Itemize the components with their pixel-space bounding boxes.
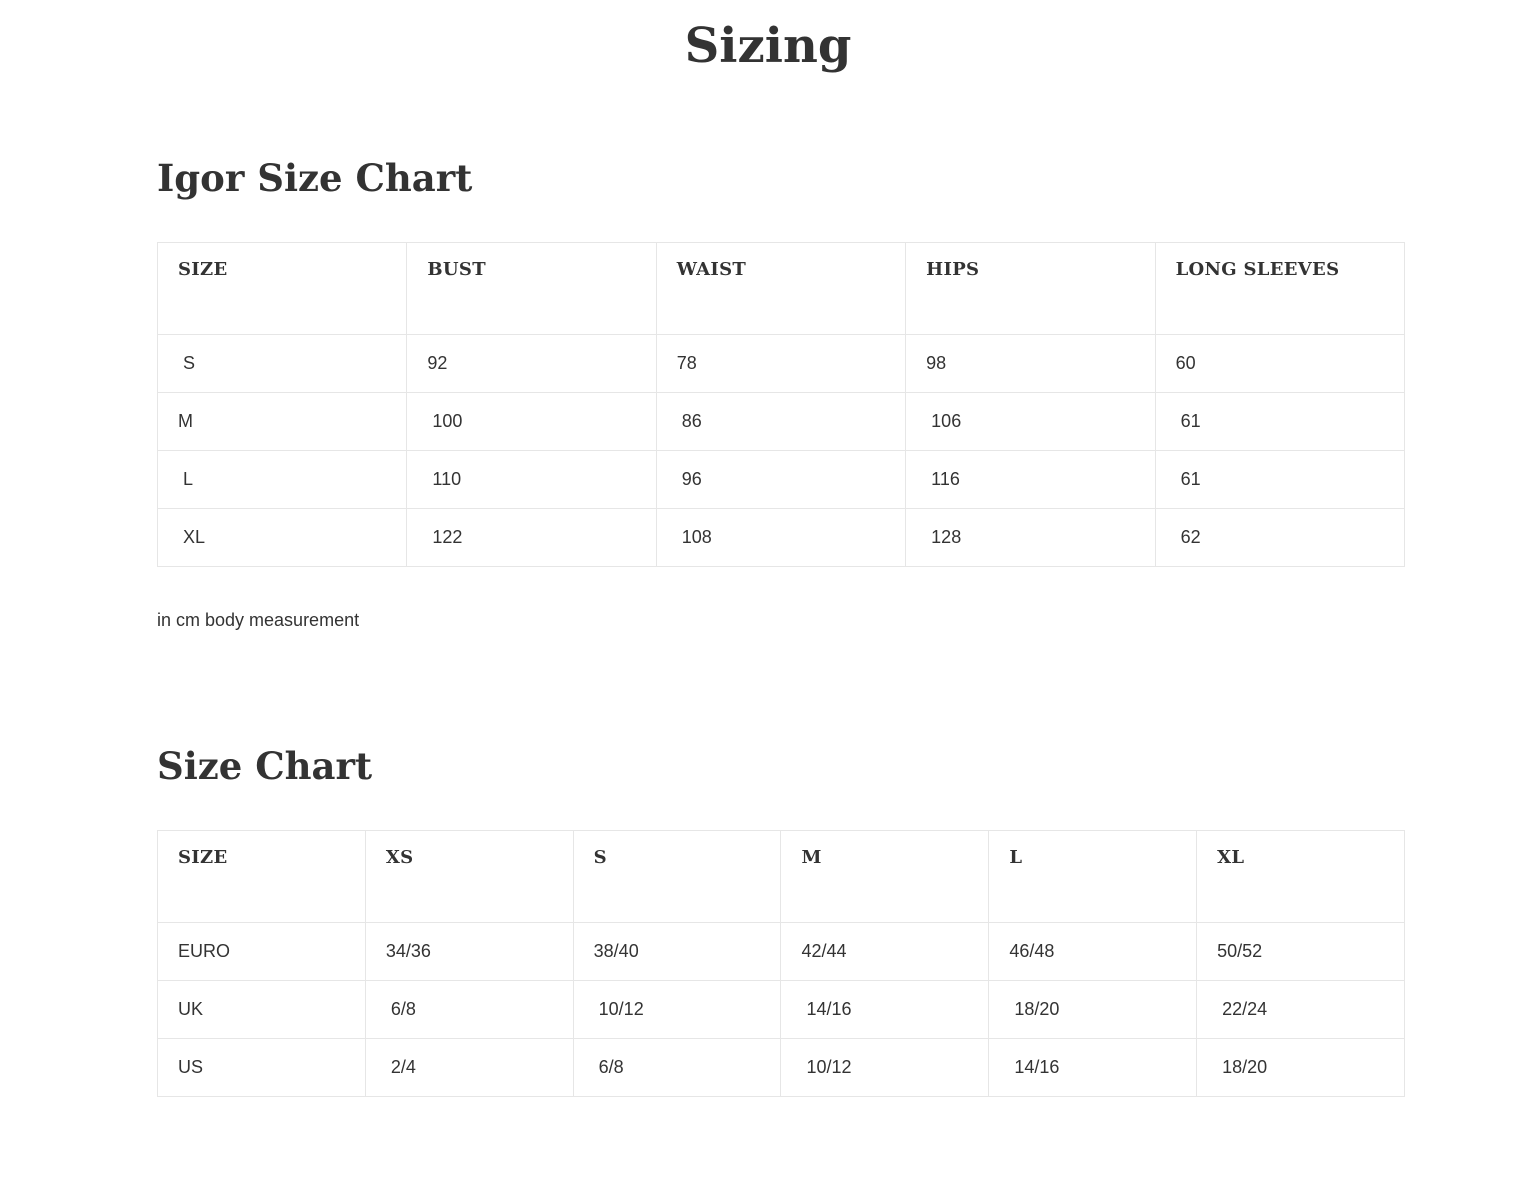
table-cell: 116 <box>906 451 1155 509</box>
column-header: L <box>989 831 1197 923</box>
table-cell: XL <box>158 509 407 567</box>
table-cell: EURO <box>158 923 366 981</box>
table-cell: 10/12 <box>781 1039 989 1097</box>
table-cell: 92 <box>407 335 656 393</box>
igor-size-table <box>157 242 1405 567</box>
table-row <box>158 981 1405 1039</box>
column-header: BUST <box>407 243 656 335</box>
table-cell: 34/36 <box>365 923 573 981</box>
table-cell: 38/40 <box>573 923 781 981</box>
table-cell: 14/16 <box>989 1039 1197 1097</box>
table-cell: US <box>158 1039 366 1097</box>
column-header: SIZE <box>158 831 366 923</box>
table-cell: S <box>158 335 407 393</box>
table-row <box>158 509 1405 567</box>
table-cell: 96 <box>656 451 905 509</box>
table-cell: 128 <box>906 509 1155 567</box>
table-cell: 106 <box>906 393 1155 451</box>
table-cell: 62 <box>1155 509 1404 567</box>
table-cell: 10/12 <box>573 981 781 1039</box>
table-cell: 61 <box>1155 451 1404 509</box>
table-cell: 42/44 <box>781 923 989 981</box>
table-row <box>158 923 1405 981</box>
table-cell: 50/52 <box>1197 923 1405 981</box>
igor-size-chart-heading: Igor Size Chart <box>157 156 473 200</box>
table-cell: 18/20 <box>1197 1039 1405 1097</box>
table-cell: UK <box>158 981 366 1039</box>
column-header: WAIST <box>656 243 905 335</box>
table-cell: 46/48 <box>989 923 1197 981</box>
table-cell: 98 <box>906 335 1155 393</box>
table-cell: 78 <box>656 335 905 393</box>
table-cell: L <box>158 451 407 509</box>
size-conversion-table <box>157 830 1405 1097</box>
table-cell: M <box>158 393 407 451</box>
table-cell: 22/24 <box>1197 981 1405 1039</box>
column-header: XS <box>365 831 573 923</box>
table-cell: 86 <box>656 393 905 451</box>
table-cell: 100 <box>407 393 656 451</box>
table-cell: 6/8 <box>365 981 573 1039</box>
column-header: S <box>573 831 781 923</box>
column-header: LONG SLEEVES <box>1155 243 1404 335</box>
table-cell: 60 <box>1155 335 1404 393</box>
size-chart-heading: Size Chart <box>157 744 373 788</box>
column-header: XL <box>1197 831 1405 923</box>
table-cell: 122 <box>407 509 656 567</box>
column-header: HIPS <box>906 243 1155 335</box>
table-row <box>158 335 1405 393</box>
table-cell: 18/20 <box>989 981 1197 1039</box>
table-cell: 2/4 <box>365 1039 573 1097</box>
table-row <box>158 451 1405 509</box>
table-row <box>158 393 1405 451</box>
column-header: M <box>781 831 989 923</box>
table-cell: 108 <box>656 509 905 567</box>
table-cell: 61 <box>1155 393 1404 451</box>
measurement-note: in cm body measurement <box>157 610 360 630</box>
page-title: Sizing <box>684 18 852 74</box>
table-cell: 6/8 <box>573 1039 781 1097</box>
table-cell: 110 <box>407 451 656 509</box>
table-row <box>158 1039 1405 1097</box>
table-cell: 14/16 <box>781 981 989 1039</box>
column-header: SIZE <box>158 243 407 335</box>
